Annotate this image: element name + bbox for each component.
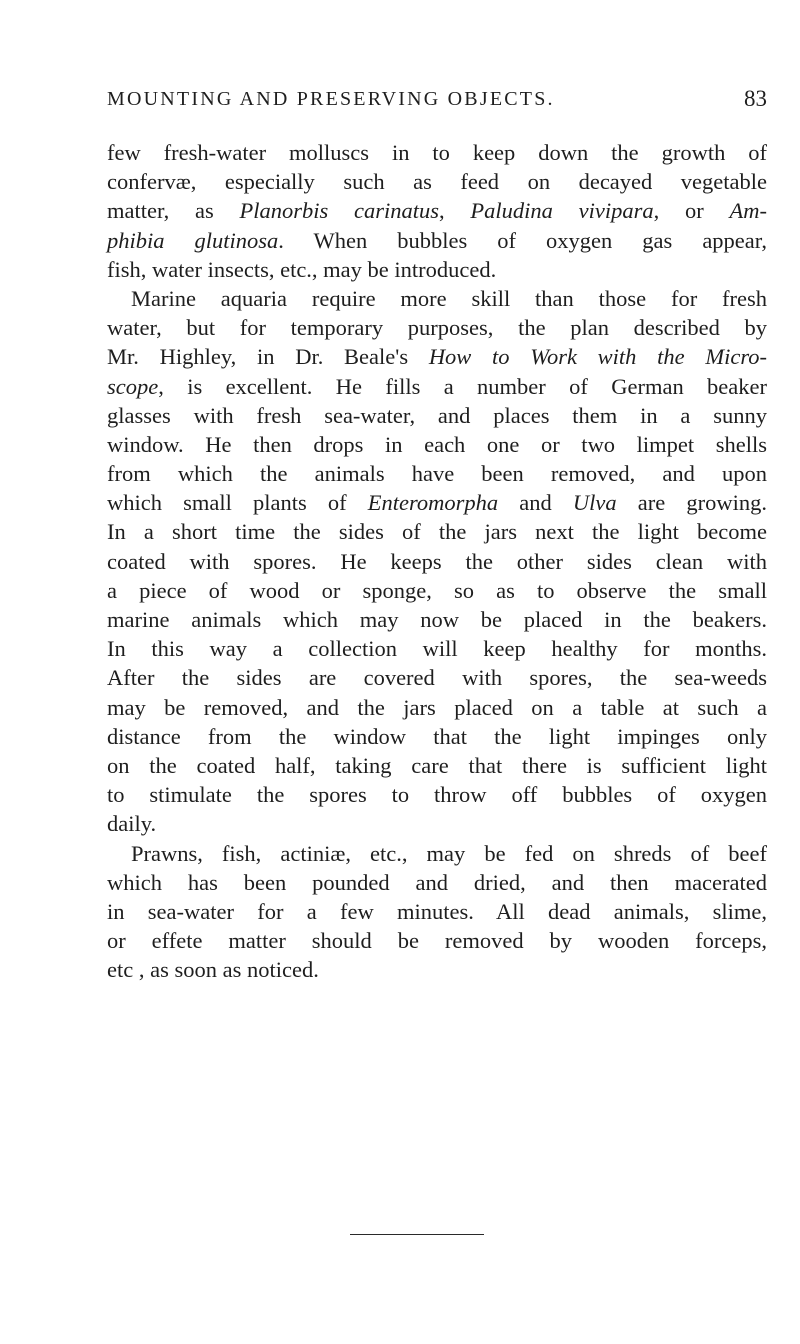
text-line: etc , as soon as noticed.: [107, 957, 319, 983]
text-line: coated with spores. He keeps the other sides clean with: [107, 548, 767, 574]
text-line: phibia glutinosa. When bubbles of oxygen gas appear,: [107, 227, 768, 253]
text-line: In a short time the sides of the jars next the light become: [107, 519, 767, 545]
text-line: marine animals which may now be placed in the beakers.: [107, 607, 767, 632]
running-head: [107, 88, 767, 118]
text-line: After the sides are covered with spores, the sea-weeds: [107, 665, 767, 691]
species-name: Enteromorpha: [367, 490, 499, 516]
text-line: in sea-water for a few minutes. All dead animals, slime,: [107, 898, 767, 924]
text-line: scope, is excellent. He fills a number of German beaker: [107, 373, 767, 399]
text-line: to stimulate the spores to throw off bubbles of oxygen: [107, 782, 767, 808]
text-line: distance from the window that the light impinges only: [107, 723, 767, 749]
text-line: water, but for temporary purposes, the plan described by: [107, 315, 767, 341]
page-number: 83: [744, 86, 767, 111]
text-line: glasses with fresh sea-water, and places them in a sunny: [107, 402, 767, 428]
text-line: which small plants of Enteromorpha and Ulva are growing.: [107, 490, 767, 516]
text-line: which has been pounded and dried, and then macerated: [107, 869, 767, 895]
species-name: Paludina vivipara: [470, 198, 654, 224]
text-line: few fresh-water molluscs in to keep down the growth of: [107, 140, 767, 165]
text-line: Marine aquaria require more skill than those for fresh: [131, 285, 767, 311]
species-name: Ulva: [572, 490, 617, 516]
text-line: may be removed, and the jars placed on a table at such a: [107, 694, 767, 720]
section-end-rule: [350, 1234, 484, 1235]
text-line: on the coated half, taking care that there is sufficient light: [107, 752, 767, 778]
book-title: How to Work with the Micro-: [428, 344, 767, 370]
text-line: a piece of wood or sponge, so as to observe the small: [107, 577, 767, 603]
text-line: Mr. Highley, in Dr. Beale's How to Work with the Micro-: [107, 344, 767, 370]
text-line: window. He then drops in each one or two limpet shells: [107, 431, 767, 457]
species-name: Am-: [729, 198, 768, 224]
text-line: Prawns, fish, actiniæ, etc., may be fed on shreds of beef: [131, 840, 767, 866]
text-line: from which the animals have been removed, and upon: [107, 461, 767, 487]
text-line: fish, water insects, etc., may be introduced.: [107, 256, 497, 282]
running-title: MOUNTING AND PRESERVING OBJECTS.: [107, 88, 555, 110]
species-name: phibia glutinosa: [107, 227, 279, 253]
body-text: [107, 138, 767, 984]
text-line: or effete matter should be removed by wooden forceps,: [107, 928, 767, 954]
text-line: confervæ, especially such as feed on decayed vegetable: [107, 169, 767, 195]
text-line: matter, as Planorbis carinatus, Paludina vivipara, or Am-: [107, 198, 768, 224]
species-name: Planorbis carinatus: [239, 198, 439, 224]
text-line: In this way a collection will keep healthy for months.: [107, 636, 767, 662]
book-title: scope: [107, 373, 159, 399]
text-line: daily.: [107, 811, 157, 837]
